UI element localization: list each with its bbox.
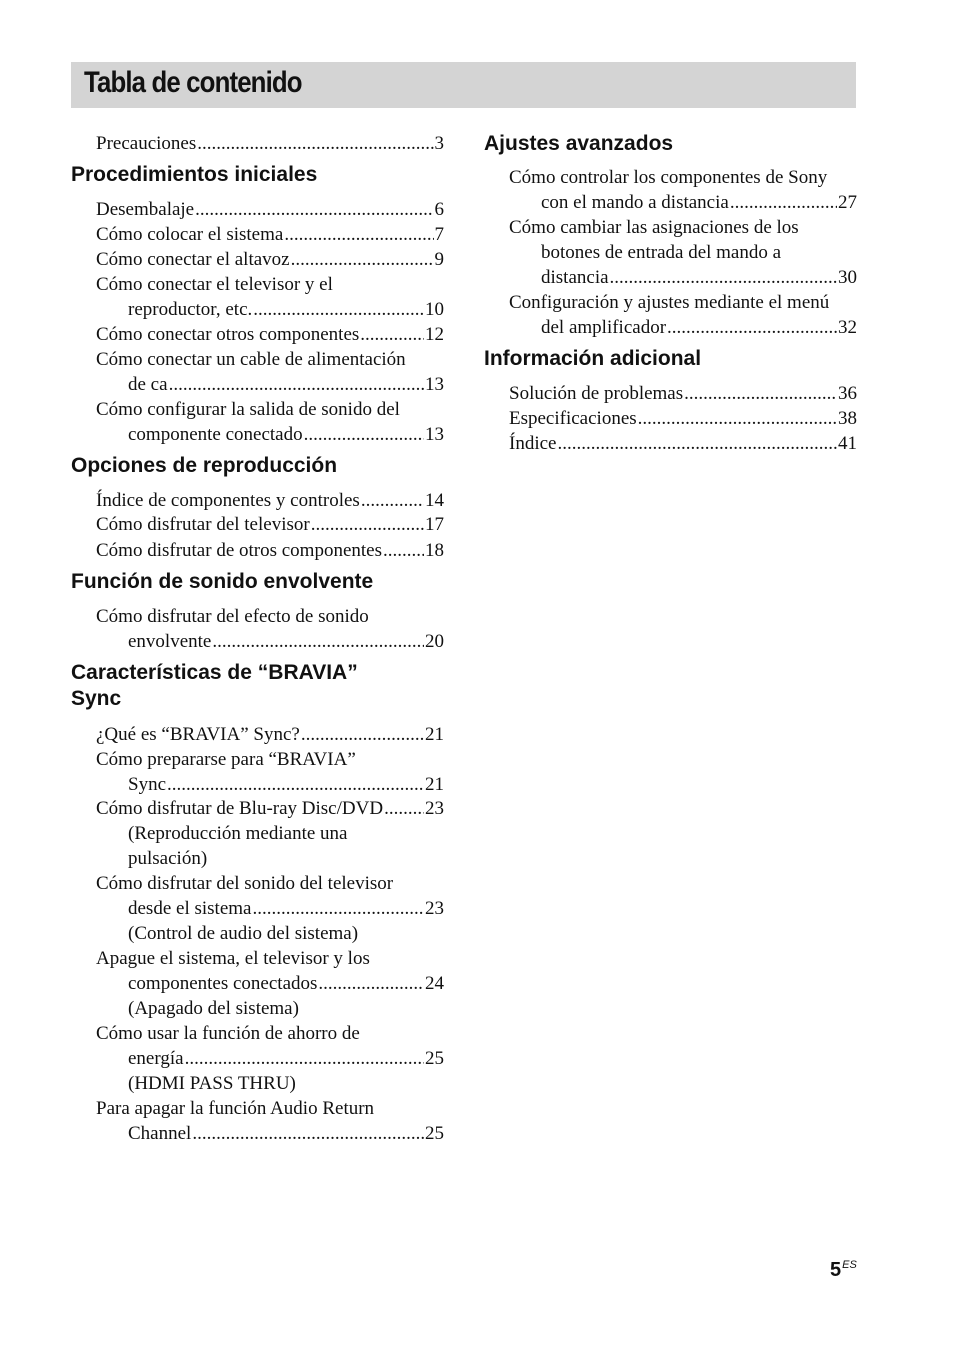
toc-entry[interactable]: Cómo conectar el televisor y el reproductor, etc. ..... 10	[96, 272, 444, 322]
toc-entry[interactable]: Índice ..... 41	[509, 431, 857, 456]
toc-entry[interactable]: Cómo disfrutar de otros componentes ..... 18	[96, 538, 444, 563]
toc-entry[interactable]: ¿Qué es “BRAVIA” Sync? ..... 21	[96, 722, 444, 747]
section-heading-ajustes: Ajustes avanzados	[484, 132, 674, 155]
toc-entry[interactable]: Cómo prepararse para “BRAVIA” Sync ..... 21	[96, 747, 444, 797]
toc-entry[interactable]: Índice de componentes y controles ..... 14	[96, 488, 444, 513]
toc-entry-precauciones[interactable]: Precauciones ..... 3	[96, 131, 444, 156]
page-number: $5^{ES}$	[830, 1259, 857, 1281]
language-suffix: ES	[842, 1259, 857, 1272]
toc-entry[interactable]: Solución de problemas ..... 36	[509, 381, 857, 406]
toc-entry[interactable]: Cómo disfrutar de Blu-ray Disc/DVD ..... 23 (Reproducción mediante una pulsación)	[96, 796, 444, 871]
toc-entry[interactable]: Especificaciones ..... 38	[509, 406, 857, 431]
section-heading-opciones: Opciones de reproducción	[71, 454, 338, 477]
toc-entry[interactable]: Desembalaje ..... 6	[96, 197, 444, 222]
toc-entry[interactable]: Para apagar la función Audio Return Channel ..... 25	[96, 1096, 444, 1146]
toc-entry[interactable]: Cómo configurar la salida de sonido del componente conectado ..... 13	[96, 397, 444, 447]
toc-entry[interactable]: Cómo controlar los componentes de Sony con el mando a distancia ..... 27	[509, 165, 857, 215]
section-heading-informacion: Información adicional	[484, 347, 702, 370]
toc-entry[interactable]: Configuración y ajustes mediante el menú del amplificador ..... 32	[509, 290, 857, 340]
section-heading-procedimientos: Procedimientos iniciales	[71, 163, 318, 186]
toc-entry[interactable]: Cómo cambiar las asignaciones de los botones de entrada del mando a distancia ..... 30	[509, 215, 857, 290]
toc-entry[interactable]: Apague el sistema, el televisor y los componentes conectados ..... 24 (Apagado del sistema)	[96, 946, 444, 1021]
page-title: Tabla de contenido	[84, 66, 302, 99]
section-heading-sonido: Función de sonido envolvente	[71, 570, 374, 593]
toc-entry[interactable]: Cómo conectar un cable de alimentación de ca ..... 13	[96, 347, 444, 397]
toc-entry[interactable]: Cómo colocar el sistema ..... 7	[96, 222, 444, 247]
toc-entry[interactable]: Cómo usar la función de ahorro de energía ..... 25 (HDMI PASS THRU)	[96, 1021, 444, 1096]
toc-entry[interactable]: Cómo conectar el altavoz ..... 9	[96, 247, 444, 272]
toc-entry[interactable]: Cómo disfrutar del sonido del televisor desde el sistema ..... 23 (Control de audio del sistema)	[96, 871, 444, 946]
toc-entry[interactable]: Cómo disfrutar del televisor ..... 17	[96, 512, 444, 537]
section-heading-bravia: Características de “BRAVIA” Sync	[71, 661, 358, 710]
toc-entry[interactable]: Cómo conectar otros componentes ..... 12	[96, 322, 444, 347]
title-banner	[71, 62, 856, 108]
toc-entry[interactable]: Cómo disfrutar del efecto de sonido envolvente ..... 20	[96, 604, 444, 654]
